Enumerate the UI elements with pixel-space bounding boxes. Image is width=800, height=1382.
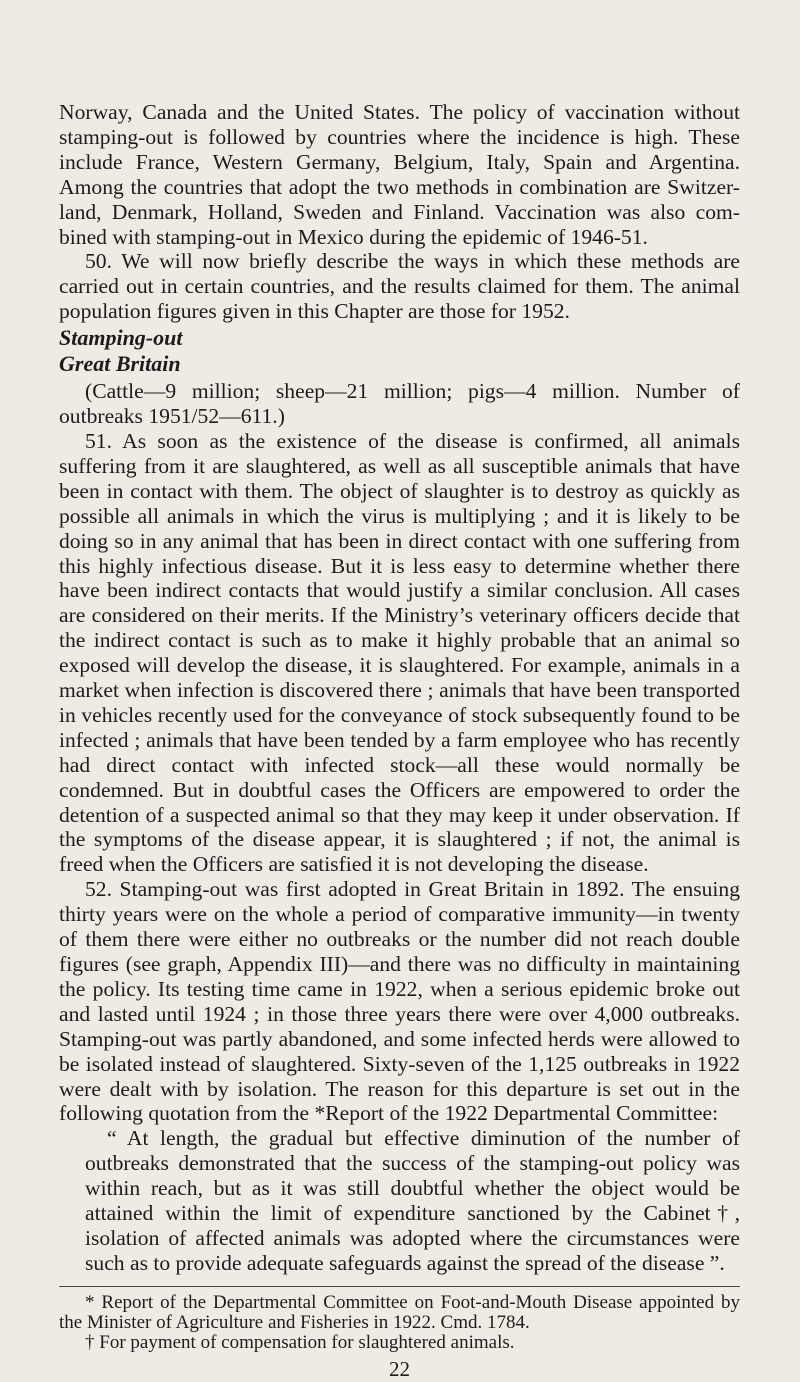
committee-quotation: “ At length, the gradual but effective diminution of the number of outbreaks demonstrated that the success of the stamping-out policy was within reach, but as it was still doubtful whether the object would be attained within the limit of expenditure sanctioned by the Cabinet†, isolation of affected animals was adopted where the circumstances were such as to provide adequate safeguards against the spread of the disease ”. (85, 1126, 740, 1275)
page-number: 22 (389, 1356, 410, 1381)
footnote-divider (59, 1286, 740, 1287)
footnote-compensation: † For payment of compensation for slaughtered animals. (85, 1331, 515, 1353)
footnote-report: * Report of the Departmental Committee on Foot-and-Mouth Disease appointed by the Minister of Agriculture and Fisheries in 1922. Cmd. 1784. (59, 1291, 740, 1333)
paragraph-52: 52. Stamping-out was first adopted in Great Britain in 1892. The ensuing thirty years were on the whole a period of comparative immunity—in twenty of them there were either no outbreaks or the number did not reach double figures (see graph, Appendix III)—and there was no difficulty in maintaining the policy. Its testing time came in 1922, when a serious epidemic broke out and lasted until 1924 ; in those three years there were over 4,000 outbreaks. Stamping-out was partly abandoned, and some infected herds were allowed to be isolated instead of slaughtered. Sixty-seven of the 1,125 outbreaks in 1922 were dealt with by isolation. The reason for this departure is set out in the following quotation from the *Report of the 1922 Departmental Committee: (59, 877, 740, 1126)
paragraph-51: 51. As soon as the existence of the disease is confirmed, all animals suffering from it are slaughtered, as well as all susceptible animals that have been in contact with them. The object of slaughter is to destroy as quickly as possible all animals in which the virus is multiplying ; and it is likely to be doing so in any animal that has been in direct contact with one suffering from this highly infectious disease. But it is less easy to determine whether there have been indirect contacts that would justify a similar conclusion. All cases are considered on their merits. If the Ministry’s veterinary officers decide that the indirect contact is such as to make it highly probable that an animal so exposed will develop the disease, it is slaughtered. For example, animals in a market when infection is discovered there ; animals that have been transported in vehicles recently used for the conveyance of stock subsequently found to be infected ; animals that have been tended by a farm employee who has recently had direct contact with infected stock—all these would normally be condemned. But in doubtful cases the Officers are empowered to order the detention of a suspected animal so that they may keep it under observation. If the symptoms of the disease appear, it is slaughtered ; if not, the animal is freed when the Officers are satisfied it is not developing the disease. (59, 428, 740, 877)
population-stats: (Cattle—9 million; sheep—21 million; pigs—4 million. Number of outbreaks 1951/52—611.) (59, 379, 740, 429)
paragraph-50: 50. We will now briefly describe the ways in which these methods are carried out in certain countries, and the results claimed for them. The animal population figures given in this Chapter are those for 1952. (59, 249, 740, 324)
paragraph-intro: Norway, Canada and the United States. The policy of vaccination without stamping-out is followed by countries where the incidence is high. These include France, Western Germany, Belgium, Italy, Spain and Argentina. Among the countries that adopt the two methods in combination are Switzer-land, Denmark, Holland, Sweden and Finland. Vaccination was also com-bined with stamping-out in Mexico during the epidemic of 1946-51. (59, 100, 740, 249)
subsection-heading: Great Britain (59, 351, 181, 377)
section-heading: Stamping-out (59, 325, 183, 351)
